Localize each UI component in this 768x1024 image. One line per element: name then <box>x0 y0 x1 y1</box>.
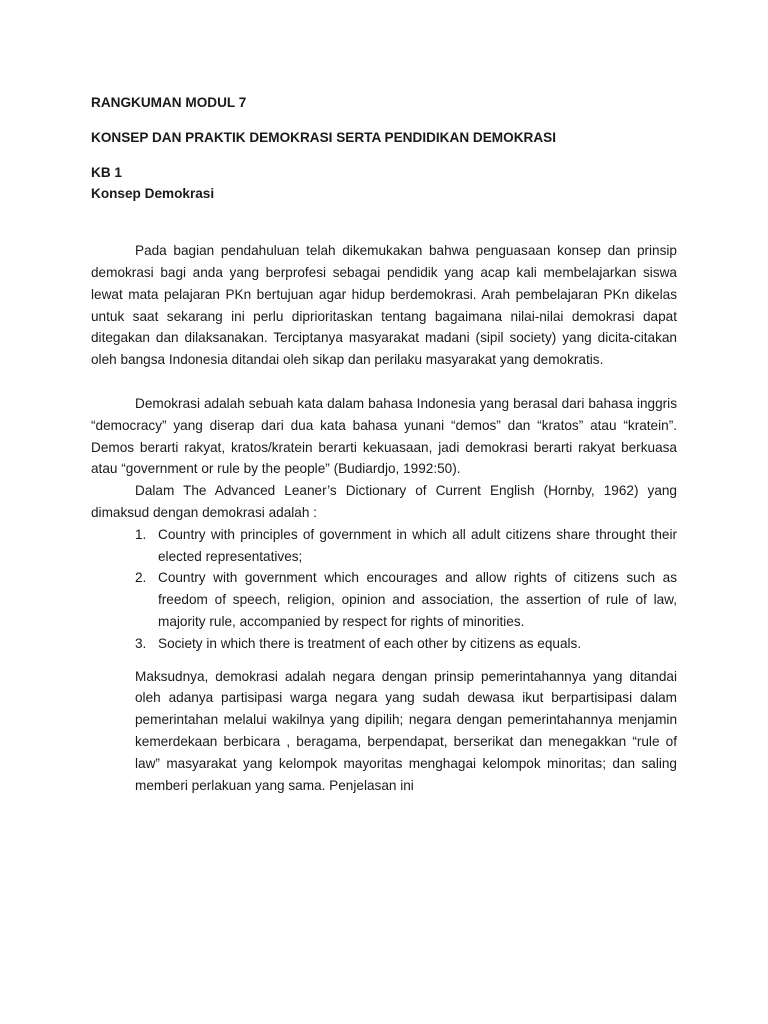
list-number: 2. <box>135 570 147 586</box>
paragraph-explanation: Maksudnya, demokrasi adalah negara dengan prinsip pemerintahannya yang ditandai oleh adanya partisipasi warga negara yang sudah dewasa ikut berpartisipasi dalam pemerintahan melalui wakilnya yang dipilih; negara dengan pemerintahannya menjamin kemerdekaan berbicara , beragama, berpendapat, berserikat dan menegakkan “rule of law” masyarakat yang kelompok mayoritas menghagai kelompok minoritas; dan saling memberi perlakuan yang sama. Penjelasan ini <box>135 668 677 793</box>
definition-list <box>91 524 677 655</box>
document-title: RANGKUMAN MODUL 7 <box>91 95 247 110</box>
list-text: Country with principles of government in which all adult citizens share throught their elected representatives; <box>158 526 677 564</box>
document-subtitle: KONSEP DAN PRAKTIK DEMOKRASI SERTA PENDIDIKAN DEMOKRASI <box>91 129 556 145</box>
list-item <box>91 633 677 655</box>
list-item <box>91 524 677 568</box>
paragraph-definition: Demokrasi adalah sebuah kata dalam bahasa Indonesia yang berasal dari bahasa inggris “democracy” yang diserap dari dua kata bahasa yunani “demos” dan “kratos” atau “kratein”. Demos berarti rakyat, kratos/kratein berarti kekuasaan, jadi demokrasi berarti rakyat berkuasa atau “government or rule by the people” (Budiardjo, 1992:50). <box>91 395 677 477</box>
spacer <box>91 205 677 227</box>
list-text: Society in which there is treatment of each other by citizens as equals. <box>158 635 582 651</box>
kb-label: KB 1 <box>91 164 122 180</box>
paragraph-dictionary: Dalam The Advanced Leaner’s Dictionary of Current English (Hornby, 1962) yang dimaksud dengan demokrasi adalah : <box>91 483 677 520</box>
list-number: 1. <box>135 526 147 542</box>
list-number: 3. <box>135 635 147 651</box>
spacer <box>91 371 677 393</box>
list-item <box>91 567 677 632</box>
list-text: Country with government which encourages and allow rights of citizens such as freedom of speech, religion, opinion and association, the assertion of rule of law, majority rule, accompanied by respect for rights of minorities. <box>158 570 677 629</box>
paragraph-intro: Pada bagian pendahuluan telah dikemukakan bahwa penguasaan konsep dan prinsip demokrasi bagi anda yang berprofesi sebagai pendidik yang acap kali membelajarkan siswa lewat mata pelajaran PKn bertujuan agar hidup berdemokrasi. Arah pembelajaran PKn dikelas untuk saat sekarang ini perlu diprioritaskan tentang bagaimana nilai-nilai demokrasi dapat ditegakan dan dilaksanakan. Terciptanya masyarakat madani (sipil society) yang dicita-citakan oleh bangsa Indonesia ditandai oleh sikap dan perilaku masyarakat yang demokratis. <box>91 243 677 368</box>
document-body <box>91 92 677 810</box>
section-heading: Konsep Demokrasi <box>91 186 215 202</box>
